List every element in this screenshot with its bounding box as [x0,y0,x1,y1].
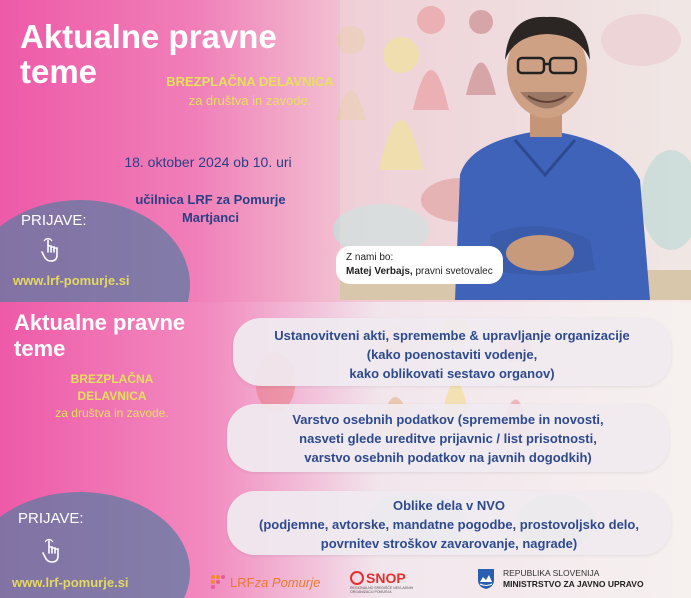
hand-pointer-icon [40,237,62,268]
topic-bubble-2: Varstvo osebnih podatkov (spremembe in novosti, nasveti glede ureditve prijavnic / list prisotnosti, varstvo osebnih podatkov na javnih dogodkih) [227,404,669,472]
speaker-caption: Z nami bo: Matej Verbajs, pravni svetovalec [336,246,503,284]
workshop-subtitle-secondary: BREZPLAČNA DELAVNICA za društva in zavode. [55,372,169,420]
snop-mark-icon [350,571,364,585]
ministry-logo: REPUBLIKA SLOVENIJA MINISTRSTVO ZA JAVNO UPRAVO [477,568,644,590]
event-date: 18. oktober 2024 ob 10. uri [124,154,292,170]
workshop-subtitle: BREZPLAČNA DELAVNICA za društva in zavode. [166,74,334,108]
slovenia-coat-of-arms-icon [477,568,495,590]
hand-pointer-icon [41,538,63,569]
page-title: Aktualne pravne teme [20,18,277,90]
topic-bubble-3: Oblike dela v NVO (podjemne, avtorske, mandatne pogodbe, prostovoljsko delo, povrnitev stroškov zavarovanje, nagrade) [227,491,671,555]
website-link-secondary[interactable]: www.lrf-pomurje.si [12,575,129,590]
lrf-dots-icon [210,574,226,590]
lrf-logo: LRF za Pomurje [210,574,320,590]
registration-label-secondary: PRIJAVE: [18,510,84,527]
registration-label: PRIJAVE: [21,212,87,229]
page-title-secondary: Aktualne pravne teme [14,310,186,362]
website-link[interactable]: www.lrf-pomurje.si [13,273,130,288]
topic-bubble-1: Ustanovitveni akti, spremembe & upravljanje organizacije (kako poenostaviti vodenje, kako oblikovati sestavo organov) [233,318,671,386]
event-location: učilnica LRF za Pomurje Martjanci [135,192,286,225]
bottom-flyer-panel [0,302,691,598]
snop-logo: SNOP REGIONALNO SREDIŠČE NEVLADNIH ORGANIZACIJ POMURJA [350,570,414,595]
